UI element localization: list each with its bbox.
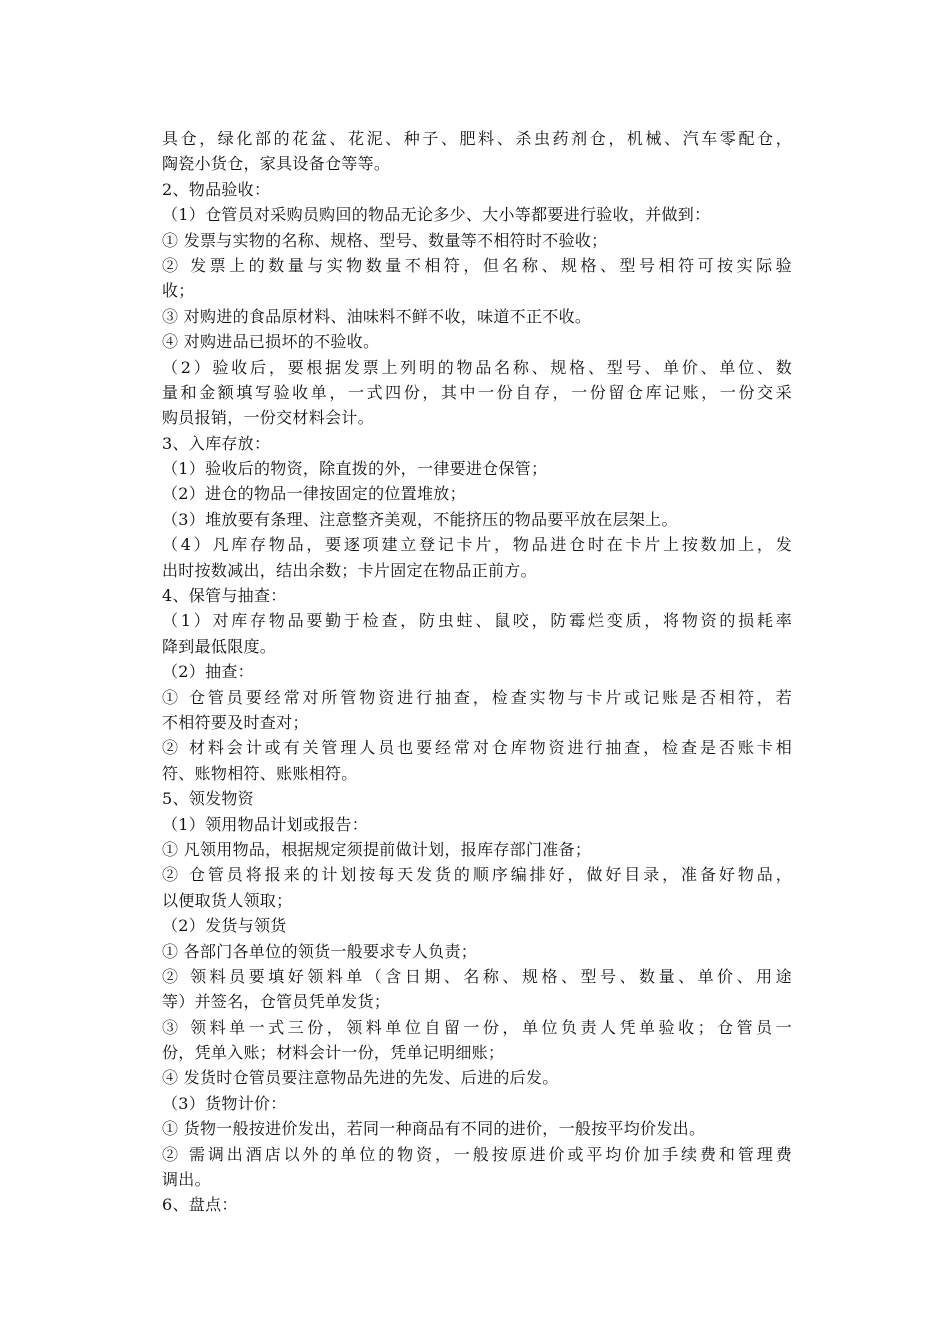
text-line: 出时按数减出，结出余数；卡片固定在物品正前方。 — [162, 560, 537, 580]
text-line: 购员报销，一份交材料会计。 — [162, 408, 374, 428]
text-line: ② 需调出酒店以外的单位的物资，一般按原进价或平均价加手续费和管理费 — [162, 1144, 792, 1164]
text-line: 量和金额填写验收单，一式四份，其中一份自存，一份留仓库记账，一份交采 — [162, 382, 792, 402]
text-line: （2）验收后，要根据发票上列明的物品名称、规格、型号、单价、单位、数 — [162, 357, 792, 377]
text-line: ② 材料会计或有关管理人员也要经常对仓库物资进行抽查，检查是否账卡相 — [162, 738, 792, 758]
text-line: 等）并签名，仓管员凭单发货； — [162, 992, 391, 1012]
text-line: ① 各部门各单位的领货一般要求专人负责； — [162, 941, 478, 961]
text-line: （2）发货与领货 — [162, 916, 287, 936]
text-line: （2）进仓的物品一律按固定的位置堆放； — [162, 484, 466, 504]
text-line: ③ 对购进的食品原材料、油味料不鲜不收，味道不正不收。 — [162, 306, 592, 326]
text-line: （4）凡库存物品，要逐项建立登记卡片，物品进仓时在卡片上按数加上，发 — [162, 535, 792, 555]
text-line: ① 仓管员要经常对所管物资进行抽查，检查实物与卡片或记账是否相符，若 — [162, 687, 792, 707]
text-line: 不相符要及时查对； — [162, 712, 309, 732]
text-line: ④ 发货时仓管员要注意物品先进的先发、后进的后发。 — [162, 1068, 559, 1088]
text-line: 份，凭单入账；材料会计一份，凭单记明细账； — [162, 1043, 505, 1063]
text-line: 具仓，绿化部的花盆、花泥、种子、肥料、杀虫药剂仓，机械、汽车零配仓， — [162, 129, 792, 148]
text-line: ① 货物一般按进价发出，若同一种商品有不同的进价，一般按平均价发出。 — [162, 1119, 706, 1139]
text-line: （1）仓管员对采购员购回的物品无论多少、大小等都要进行验收，并做到： — [162, 205, 711, 225]
text-line: 5、领发物资 — [162, 789, 254, 809]
text-line: ② 发票上的数量与实物数量不相符，但名称、规格、型号相符可按实际验 — [162, 255, 792, 275]
text-line: 降到最低限度。 — [162, 636, 277, 656]
text-line: 收； — [162, 281, 195, 301]
text-line: 3、入库存放： — [162, 433, 271, 453]
text-line: ① 发票与实物的名称、规格、型号、数量等不相符时不验收； — [162, 230, 608, 250]
text-line: （3）堆放要有条理、注意整齐美观，不能挤压的物品要平放在层架上。 — [162, 509, 678, 529]
text-line: ② 领料员要填好领料单（含日期、名称、规格、型号、数量、单价、用途 — [162, 966, 792, 986]
text-line: 陶瓷小货仓，家具设备仓等等。 — [162, 154, 391, 174]
text-line: ① 凡领用物品，根据规定须提前做计划，报库存部门准备； — [162, 839, 592, 859]
text-line: ③ 领料单一式三份，领料单位自留一份，单位负责人凭单验收；仓管员一 — [162, 1017, 792, 1037]
text-line: 符、账物相符、账账相符。 — [162, 763, 358, 783]
text-line: （1）验收后的物资，除直拨的外，一律要进仓保管； — [162, 459, 548, 479]
text-line: 4、保管与抽查： — [162, 586, 287, 606]
document-body — [162, 126, 792, 1218]
text-line: 2、物品验收： — [162, 179, 271, 199]
text-line: 6、盘点： — [162, 1195, 238, 1215]
text-line: ④ 对购进品已损坏的不验收。 — [162, 332, 380, 352]
text-line: ② 仓管员将报来的计划按每天发货的顺序编排好，做好目录，准备好物品， — [162, 865, 792, 885]
text-line: （2）抽查： — [162, 662, 254, 682]
text-line: （1）领用物品计划或报告： — [162, 814, 369, 834]
text-line: 以便取货人领取； — [162, 890, 293, 910]
text-line: （1）对库存物品要勤于检查，防虫蛀、鼠咬，防霉烂变质，将物资的损耗率 — [162, 611, 792, 631]
text-line: 调出。 — [162, 1170, 211, 1190]
text-line: （3）货物计价： — [162, 1093, 287, 1113]
